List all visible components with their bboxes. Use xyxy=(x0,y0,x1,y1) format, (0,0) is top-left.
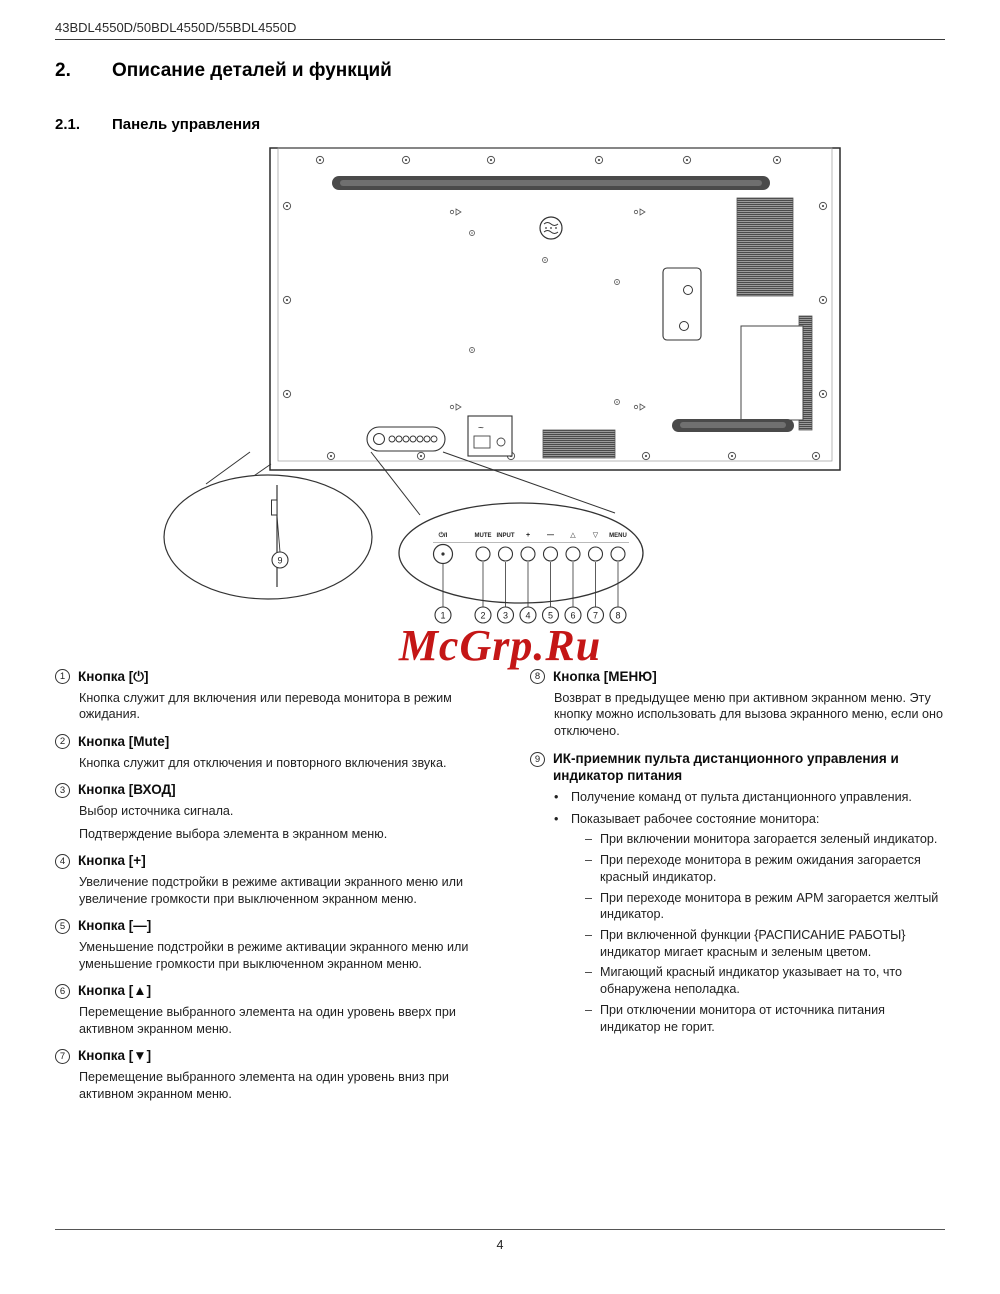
power-inlet xyxy=(468,416,512,456)
item-paragraph: Уменьшение подстройки в режиме активации экранного меню или уменьшение громкости при выключенном экранном меню. xyxy=(79,939,469,971)
section-number: 2. xyxy=(55,60,71,81)
section-title: Описание деталей и функций xyxy=(112,60,392,81)
item-paragraph: Увеличение подстройки в режиме активации экранного меню или увеличение громкости при выключенном экранном меню. xyxy=(79,874,464,906)
callout-number: 3 xyxy=(55,783,70,798)
callout-number: 6 xyxy=(55,984,70,999)
callout-number: 4 xyxy=(55,854,70,869)
control-panel-strip xyxy=(367,427,445,451)
sub-item xyxy=(585,831,947,848)
item-title: Кнопка [▲] xyxy=(78,983,152,999)
bullet-item xyxy=(554,811,947,1040)
subsection-title: Панель управления xyxy=(112,116,261,133)
callout-number: 2 xyxy=(55,734,70,749)
callout-number: 5 xyxy=(55,919,70,934)
svg-text:4: 4 xyxy=(525,610,531,621)
item-plus-button xyxy=(55,852,500,907)
item-paragraph: Кнопка служит для включения или перевода монитора в режим ожидания. xyxy=(79,690,452,722)
svg-text:1: 1 xyxy=(440,610,446,621)
ir-window xyxy=(272,500,278,515)
sub-text: Мигающий красный индикатор указывает на то, что обнаружена неполадка. xyxy=(600,965,903,997)
svg-text:6: 6 xyxy=(570,610,576,621)
rear-panel-diagram xyxy=(0,140,1000,640)
item-paragraph: Перемещение выбранного элемента на один уровень вниз при активном экранном меню. xyxy=(79,1069,449,1101)
sub-item xyxy=(585,927,947,960)
sub-text: При включении монитора загорается зеленый индикатор. xyxy=(600,832,938,847)
dash-marker: – xyxy=(585,832,593,847)
item-menu-button xyxy=(530,668,947,740)
bullet-text: Показывает рабочее состояние монитора: xyxy=(571,811,820,826)
item-minus-button xyxy=(55,917,500,972)
vent-grille-bottom xyxy=(543,430,615,458)
svg-text:3: 3 xyxy=(502,610,509,621)
philips-logo xyxy=(540,217,562,239)
item-title: Кнопка [ВХОД] xyxy=(78,782,176,798)
item-title: Кнопка [▼] xyxy=(78,1048,152,1064)
bullet-item xyxy=(554,789,947,806)
item-mute-button xyxy=(55,733,500,771)
section-heading xyxy=(55,60,392,82)
rear-panel-diagram-svg xyxy=(0,140,1000,640)
item-title: Кнопка [Mute] xyxy=(78,734,170,750)
menu-button xyxy=(611,547,625,561)
item-paragraph: Выбор источника сигнала. xyxy=(79,803,234,818)
panel-label-mute: MUTE xyxy=(474,533,492,539)
bullet-text: Получение команд от пульта дистанционного управления. xyxy=(571,789,912,804)
svg-text:8: 8 xyxy=(615,610,621,621)
vent-grille-top-right xyxy=(737,198,793,296)
item-title: Кнопка [+] xyxy=(78,853,146,869)
item-title: ИК-приемник пульта дистанционного управления и индикатор питания xyxy=(553,750,899,784)
right-column xyxy=(530,668,947,1112)
subsection-number: 2.1. xyxy=(55,116,81,133)
sub-text: При переходе монитора в режим ожидания загорается красный индикатор. xyxy=(600,853,921,884)
module-box xyxy=(663,268,701,340)
item-down-button xyxy=(55,1047,500,1102)
sub-item xyxy=(585,1002,947,1035)
cover-plate xyxy=(741,326,803,420)
control-panel-zoom-ellipse xyxy=(399,503,643,603)
dash-marker: – xyxy=(585,890,593,905)
panel-label-minus: — xyxy=(547,532,554,539)
callout-number: 8 xyxy=(530,669,545,684)
footer-rule xyxy=(55,1229,945,1230)
item-title: Кнопка [⏻] xyxy=(78,669,149,684)
item-ir-receiver xyxy=(530,750,947,1040)
callout-number: 1 xyxy=(55,669,70,684)
content-columns xyxy=(55,668,947,1112)
page-number: 4 xyxy=(496,1238,504,1252)
subsection-heading xyxy=(55,116,260,133)
sub-text: При отключении монитора от источника питания индикатор не горит. xyxy=(600,1002,885,1034)
panel-label-up: △ xyxy=(570,532,576,539)
svg-text:7: 7 xyxy=(592,610,599,621)
handle-bar xyxy=(332,176,770,190)
document-header-models: 43BDL4550D/50BDL4550D/55BDL4550D xyxy=(55,20,297,35)
callout-number: 7 xyxy=(55,1049,70,1064)
dash-marker: – xyxy=(585,853,593,868)
sub-text: При включенной функции {РАСПИСАНИЕ РАБОТЫ} индикатор мигает красным и зеленым цветом. xyxy=(600,927,906,959)
left-column xyxy=(55,668,500,1112)
watermark: McGrp.Ru xyxy=(398,621,602,670)
svg-text:2: 2 xyxy=(480,610,486,621)
callout-number: 9 xyxy=(530,752,545,767)
item-title: Кнопка [МЕНЮ] xyxy=(553,669,657,684)
panel-label-menu: MENU xyxy=(609,533,627,539)
bullet-marker: • xyxy=(554,789,559,804)
svg-text:~: ~ xyxy=(478,423,484,434)
dash-marker: – xyxy=(585,965,593,980)
dash-marker: – xyxy=(585,1002,593,1017)
sub-item xyxy=(585,852,947,885)
ir-callout-number: 9 xyxy=(277,555,283,566)
item-title: Кнопка [—] xyxy=(78,918,152,934)
item-paragraph: Подтверждение выбора элемента в экранном меню. xyxy=(79,826,388,841)
item-paragraph: Перемещение выбранного элемента на один уровень вверх при активном экранном меню. xyxy=(79,1004,456,1036)
panel-label-power: ⏻/I xyxy=(438,532,448,539)
plus-button xyxy=(521,547,535,561)
input-button xyxy=(499,547,513,561)
item-paragraph: Кнопка служит для отключения и повторного включения звука. xyxy=(79,755,447,770)
item-up-button xyxy=(55,982,500,1037)
item-paragraph: Возврат в предыдущее меню при активном экранном меню. Эту кнопку можно использовать для вызова экранного меню, если оно отключено. xyxy=(554,690,943,739)
minus-button xyxy=(544,547,558,561)
panel-label-input: INPUT xyxy=(496,533,515,539)
sub-item xyxy=(585,890,947,923)
panel-label-plus: + xyxy=(525,532,531,539)
header-rule xyxy=(55,39,945,40)
svg-text:5: 5 xyxy=(547,610,554,621)
bullet-marker: • xyxy=(554,811,559,826)
mute-button xyxy=(476,547,490,561)
down-button xyxy=(589,547,603,561)
dash-marker: – xyxy=(585,927,593,942)
up-button xyxy=(566,547,580,561)
ir-zoom-ellipse xyxy=(164,475,372,599)
panel-label-down: ▽ xyxy=(592,532,599,539)
bottom-handle-bar xyxy=(672,419,794,432)
sub-text: При переходе монитора в режим APM загорается желтый индикатор. xyxy=(600,890,939,922)
item-power-button xyxy=(55,668,500,723)
sub-item xyxy=(585,964,947,997)
item-input-button xyxy=(55,781,500,842)
